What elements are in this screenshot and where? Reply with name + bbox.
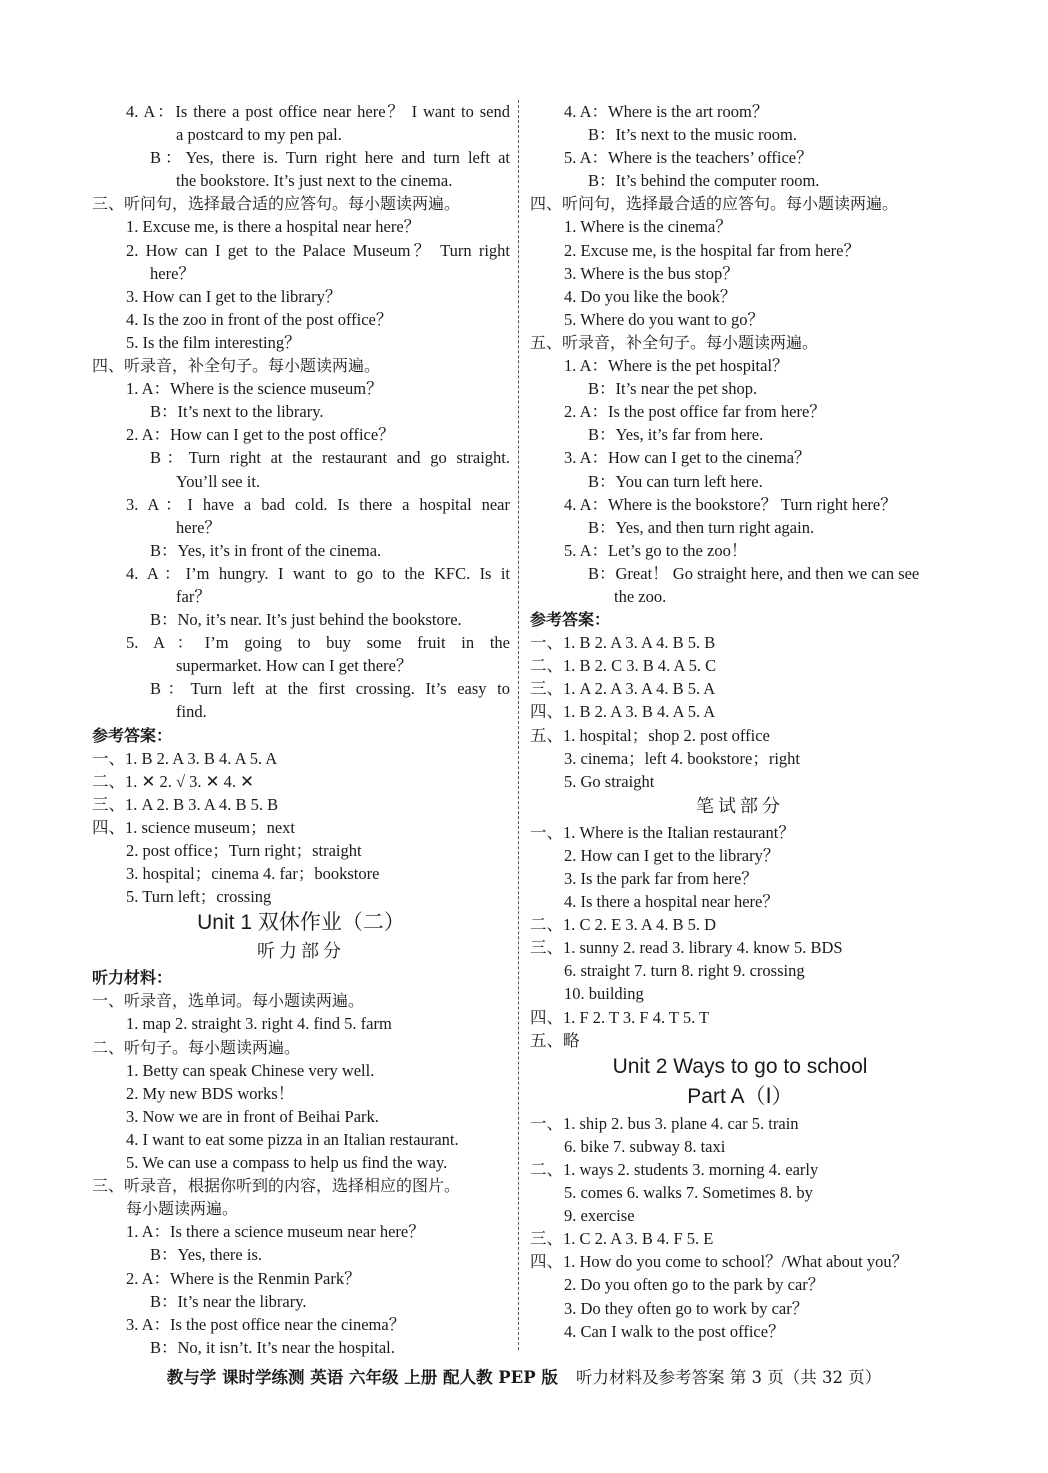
text-line: 3. cinema；left 4. bookstore；right [564,748,800,768]
text-line: B：Yes, there is. [150,1245,262,1265]
text-line: supermarket. How can I get there？ [176,656,413,676]
text-line: the bookstore. It’s just next to the cinema. [176,171,453,191]
text-line: 笔试部分 [696,795,784,817]
text-line: You’ll see it. [176,471,261,491]
text-line: 一、听录音，选单词。每小题读两遍。 [92,991,365,1011]
text-line: B：It’s near the library. [150,1291,307,1311]
left-column [92,100,510,1359]
text-line: 3. Now we are in front of Beihai Park. [126,1106,379,1126]
text-line: 4. I want to eat some pizza in an Italian restaurant. [126,1129,459,1149]
text-line: 2. How can I get to the library？ [564,845,780,865]
text-line: 参考答案： [92,725,173,745]
text-line: 5. Where do you want to go？ [564,309,764,329]
text-line: 10. building [564,984,644,1004]
text-line: 5. A：Where is the teachers’ office？ [564,148,813,168]
text-line: 1. A：Is there a science museum near here？ [126,1222,425,1242]
text-line: 2. How can I get to the Palace Museum？ Turn right [126,240,510,260]
text-line: 5. A：Let’s go to the zoo！ [564,540,748,560]
text-line: 2. A：Is the post office far from here？ [564,402,826,422]
text-line: 6. bike 7. subway 8. taxi [564,1136,726,1156]
text-line: 4. A：Is there a post office near here？ I want to send [126,102,510,121]
text-line: here？ [176,517,221,537]
text-line: 4. Is there a hospital near here？ [564,892,779,912]
text-line: a postcard to my pen pal. [176,125,342,145]
text-line: 三、1. A 2. A 3. A 4. B 5. A [530,679,716,699]
text-line: 二、听句子。每小题读两遍。 [92,1037,301,1057]
text-line: B：Yes, and then turn right again. [588,517,815,537]
text-line: 5. comes 6. walks 7. Sometimes 8. by [564,1183,813,1203]
text-line: 二、1. C 2. E 3. A 4. B 5. D [530,915,717,935]
text-line: B：It’s next to the library. [150,402,324,422]
text-line: 1. A：Where is the pet hospital？ [564,356,789,376]
text-line: 3. Where is the bus stop？ [564,263,739,283]
text-line: 4. Do you like the book？ [564,286,737,306]
text-line: B：You can turn left here. [588,471,763,491]
text-line: 一、1. B 2. A 3. B 4. A 5. A [92,748,278,768]
text-line: 二、1. ✕ 2. √ 3. ✕ 4. ✕ [92,771,254,791]
text-line: B：It’s near the pet shop. [588,379,758,399]
text-line: 2. My new BDS works！ [126,1083,295,1103]
text-line: 5. We can use a compass to help us find the way. [126,1153,448,1173]
text-line: 1. A：Where is the science museum？ [126,379,383,399]
text-line: B：Turn left at the first crossing. It’s easy to [150,679,510,699]
text-line: 9. exercise [564,1206,635,1226]
text-line: 四、1. How do you come to school？/What about you？ [530,1252,909,1272]
text-line: 5. Turn left；crossing [126,887,272,907]
text-line: 听力材料： [92,968,173,988]
text-line: 每小题读两遍。 [126,1199,239,1219]
text-line: 四、听问句，选择最合适的应答句。每小题读两遍。 [530,194,899,214]
text-line: 5. A：I’m going to buy some fruit in the [126,633,510,653]
text-line: 3. A：Is the post office near the cinema？ [126,1314,406,1334]
text-line: 听力部分 [257,941,345,963]
text-line: 二、1. ways 2. students 3. morning 4. early [530,1159,819,1179]
text-line: 3. Is the park far from here？ [564,869,758,888]
text-line: 2. A：Where is the Renmin Park？ [126,1268,361,1288]
text-line: 一、1. Where is the Italian restaurant？ [530,822,795,842]
text-line: Part A（Ⅰ） [687,1084,793,1108]
text-line: 三、1. C 2. A 3. B 4. F 5. E [530,1229,714,1249]
text-line: 四、1. F 2. T 3. F 4. T 5. T [530,1007,710,1027]
text-line: 2. A：How can I get to the post office？ [126,425,395,445]
text-line: 二、1. B 2. C 3. B 4. A 5. C [530,656,717,676]
text-line: 三、1. A 2. B 3. A 4. B 5. B [92,794,279,814]
text-line: 1. Where is the cinema？ [564,217,732,237]
text-line: 3. How can I get to the library？ [126,286,342,306]
text-line: 2. Do you often go to the park by car？ [564,1275,825,1295]
text-line: B：Yes, there is. Turn right here and turn left at [150,148,510,168]
page-footer [0,1364,1048,1388]
text-line: 4. A：I’m hungry. I want to go to the KFC. Is it [126,563,510,583]
text-line: find. [176,702,207,722]
text-line: 4. Can I walk to the post office？ [564,1321,785,1341]
text-line: 三、1. sunny 2. read 3. library 4. know 5. BDS [530,938,843,958]
text-line: far？ [176,586,211,606]
text-line: B：Yes, it’s far from here. [588,425,764,445]
text-line: 4. A：Where is the art room？ [564,102,769,121]
text-line: 五、听录音，补全句子。每小题读两遍。 [530,332,819,352]
text-line: 3. A：I have a bad cold. Is there a hospital near [126,494,510,514]
text-line: B：It’s behind the computer room. [588,171,820,191]
right-column [530,100,950,1343]
text-line: 1. map 2. straight 3. right 4. find 5. farm [126,1014,392,1034]
footer-brand: 教与学 课时学练测 英语 六年级 上册 配人教 PEP 版 [166,1368,558,1387]
text-line: 2. Excuse me, is the hospital far from here？ [564,240,860,260]
text-line: 参考答案： [530,610,611,630]
text-line: 4. Is the zoo in front of the post office？ [126,309,393,329]
text-line: 2. post office；Turn right；straight [126,841,362,860]
footer-page-info: 听力材料及参考答案 第 3 页（共 32 页） [576,1368,882,1387]
text-line: 1. Betty can speak Chinese very well. [126,1060,375,1080]
text-line: Unit 1 双休作业（二） [197,911,405,935]
text-line: 3. Do they often go to work by car？ [564,1298,809,1318]
text-line: 五、1. hospital；shop 2. post office [530,725,770,745]
text-line: the zoo. [614,586,667,606]
text-line: 5. Is the film interesting？ [126,332,301,352]
text-line: 五、略 [530,1030,580,1050]
text-line: B：No, it’s near. It’s just behind the bookstore. [150,610,462,630]
text-line: 一、1. B 2. A 3. A 4. B 5. B [530,633,716,653]
text-line: 3. A：How can I get to the cinema？ [564,448,811,468]
text-line: 5. Go straight [564,771,655,791]
text-line: 6. straight 7. turn 8. right 9. crossing [564,961,805,981]
column-divider [518,100,519,1350]
text-line: 三、听录音，根据你听到的内容，选择相应的图片。 [92,1176,461,1196]
text-line: 4. A：Where is the bookstore？ Turn right here？ [564,494,897,514]
text-line: 四、1. science museum；next [92,817,295,837]
text-line: B：No, it isn’t. It’s near the hospital. [150,1337,395,1357]
text-line: 三、听问句，选择最合适的应答句。每小题读两遍。 [92,194,461,214]
text-line: 一、1. ship 2. bus 3. plane 4. car 5. train [530,1113,799,1133]
text-line: 1. Excuse me, is there a hospital near here？ [126,217,421,237]
text-line: Unit 2 Ways to go to school [612,1054,868,1078]
text-line: here？ [150,263,195,283]
text-line: B：It’s next to the music room. [588,125,797,145]
text-line: B：Yes, it’s in front of the cinema. [150,540,382,560]
text-line: 四、1. B 2. A 3. B 4. A 5. A [530,702,716,722]
text-line: B：Turn right at the restaurant and go straight. [150,448,510,468]
text-line: 四、听录音，补全句子。每小题读两遍。 [92,356,381,376]
text-line: B：Great！ Go straight here, and then we can see [588,563,920,583]
text-line: 3. hospital；cinema 4. far；bookstore [126,864,380,884]
